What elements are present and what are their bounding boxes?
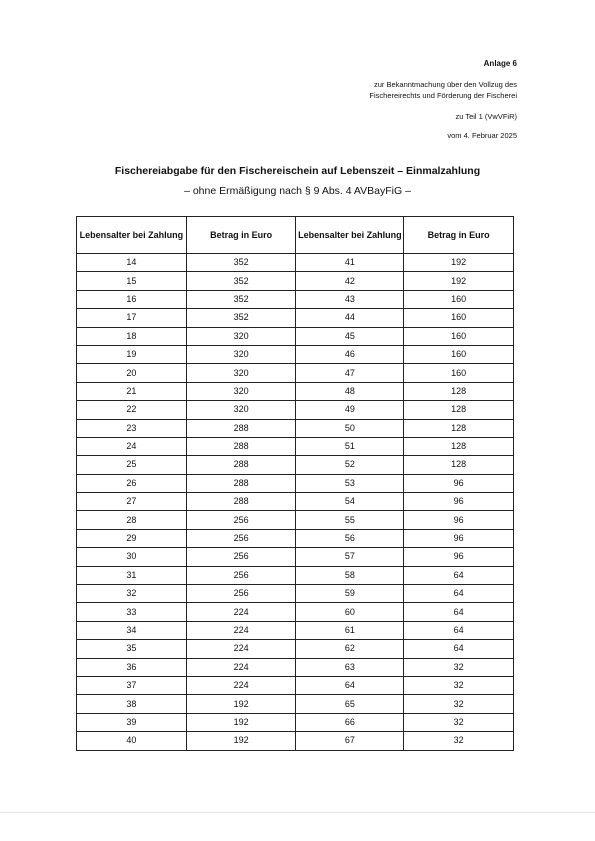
table-row xyxy=(77,272,514,290)
age-left-cell: 39 xyxy=(77,713,187,731)
age-right-cell: 60 xyxy=(296,603,404,621)
amount-left-cell: 288 xyxy=(186,456,296,474)
date-reference: vom 4. Februar 2025 xyxy=(447,131,517,140)
table-row xyxy=(77,511,514,529)
age-right-cell: 67 xyxy=(296,732,404,750)
amount-right-cell: 32 xyxy=(404,713,514,731)
table-header-row xyxy=(77,217,514,254)
table-row xyxy=(77,566,514,584)
table-row xyxy=(77,364,514,382)
amount-left-cell: 224 xyxy=(186,603,296,621)
table-row xyxy=(77,676,514,694)
table-row xyxy=(77,621,514,639)
amount-right-cell: 160 xyxy=(404,345,514,363)
age-right-cell: 50 xyxy=(296,419,404,437)
age-left-cell: 31 xyxy=(77,566,187,584)
announcement-line-1: zur Bekanntmachung über den Vollzug des xyxy=(373,80,517,89)
amount-left-cell: 320 xyxy=(186,327,296,345)
table-row xyxy=(77,327,514,345)
age-right-cell: 43 xyxy=(296,290,404,308)
age-right-cell: 59 xyxy=(296,585,404,603)
document-subtitle: – ohne Ermäßigung nach § 9 Abs. 4 AVBayFiG – xyxy=(184,185,411,197)
part-reference: zu Teil 1 (VwVFiR) xyxy=(455,112,517,121)
amount-left-cell: 352 xyxy=(186,272,296,290)
age-right-cell: 41 xyxy=(296,254,404,272)
amount-right-cell: 128 xyxy=(404,401,514,419)
age-left-cell: 17 xyxy=(77,309,187,327)
table-row xyxy=(77,437,514,455)
amount-right-cell: 160 xyxy=(404,290,514,308)
table-row xyxy=(77,695,514,713)
table-row xyxy=(77,254,514,272)
age-right-cell: 47 xyxy=(296,364,404,382)
age-left-cell: 27 xyxy=(77,493,187,511)
amount-right-cell: 64 xyxy=(404,640,514,658)
amount-left-cell: 256 xyxy=(186,511,296,529)
table-row xyxy=(77,419,514,437)
header-amount-right: Betrag in Euro xyxy=(404,217,514,254)
amount-left-cell: 256 xyxy=(186,585,296,603)
fee-table xyxy=(76,216,514,751)
amount-left-cell: 192 xyxy=(186,695,296,713)
amount-left-cell: 192 xyxy=(186,713,296,731)
age-right-cell: 51 xyxy=(296,437,404,455)
amount-right-cell: 128 xyxy=(404,456,514,474)
age-left-cell: 35 xyxy=(77,640,187,658)
table-row xyxy=(77,732,514,750)
table-row xyxy=(77,401,514,419)
table-row xyxy=(77,456,514,474)
age-left-cell: 15 xyxy=(77,272,187,290)
announcement-line-2: Fischereirechts und Förderung der Fischerei xyxy=(369,91,517,100)
age-right-cell: 46 xyxy=(296,345,404,363)
table-row xyxy=(77,640,514,658)
age-right-cell: 61 xyxy=(296,621,404,639)
age-right-cell: 57 xyxy=(296,548,404,566)
table-row xyxy=(77,603,514,621)
age-left-cell: 25 xyxy=(77,456,187,474)
age-left-cell: 37 xyxy=(77,676,187,694)
amount-left-cell: 224 xyxy=(186,658,296,676)
age-right-cell: 56 xyxy=(296,529,404,547)
amount-right-cell: 160 xyxy=(404,327,514,345)
age-right-cell: 65 xyxy=(296,695,404,713)
age-left-cell: 24 xyxy=(77,437,187,455)
age-left-cell: 32 xyxy=(77,585,187,603)
age-left-cell: 20 xyxy=(77,364,187,382)
age-right-cell: 45 xyxy=(296,327,404,345)
header-amount-left: Betrag in Euro xyxy=(186,217,296,254)
amount-right-cell: 96 xyxy=(404,511,514,529)
amount-right-cell: 32 xyxy=(404,676,514,694)
table-row xyxy=(77,474,514,492)
age-left-cell: 14 xyxy=(77,254,187,272)
amount-left-cell: 352 xyxy=(186,309,296,327)
amount-right-cell: 160 xyxy=(404,309,514,327)
amount-left-cell: 320 xyxy=(186,364,296,382)
page-bottom-line xyxy=(0,812,595,813)
amount-left-cell: 288 xyxy=(186,419,296,437)
table-row xyxy=(77,585,514,603)
amount-right-cell: 192 xyxy=(404,254,514,272)
age-right-cell: 63 xyxy=(296,658,404,676)
table-row xyxy=(77,345,514,363)
amount-right-cell: 128 xyxy=(404,437,514,455)
age-left-cell: 33 xyxy=(77,603,187,621)
amount-right-cell: 96 xyxy=(404,474,514,492)
age-left-cell: 16 xyxy=(77,290,187,308)
age-left-cell: 29 xyxy=(77,529,187,547)
age-left-cell: 40 xyxy=(77,732,187,750)
amount-right-cell: 32 xyxy=(404,695,514,713)
amount-left-cell: 288 xyxy=(186,437,296,455)
age-right-cell: 66 xyxy=(296,713,404,731)
amount-right-cell: 64 xyxy=(404,585,514,603)
age-left-cell: 28 xyxy=(77,511,187,529)
amount-right-cell: 64 xyxy=(404,603,514,621)
amount-right-cell: 192 xyxy=(404,272,514,290)
age-left-cell: 19 xyxy=(77,345,187,363)
amount-left-cell: 224 xyxy=(186,676,296,694)
table-row xyxy=(77,493,514,511)
age-right-cell: 52 xyxy=(296,456,404,474)
table-row xyxy=(77,548,514,566)
age-left-cell: 34 xyxy=(77,621,187,639)
amount-left-cell: 352 xyxy=(186,254,296,272)
table-row xyxy=(77,290,514,308)
age-right-cell: 44 xyxy=(296,309,404,327)
age-right-cell: 48 xyxy=(296,382,404,400)
age-right-cell: 55 xyxy=(296,511,404,529)
table-row xyxy=(77,382,514,400)
annex-label: Anlage 6 xyxy=(483,59,517,68)
amount-right-cell: 96 xyxy=(404,493,514,511)
document-title: Fischereiabgabe für den Fischereischein auf Lebenszeit – Einmalzahlung xyxy=(114,165,481,177)
age-left-cell: 38 xyxy=(77,695,187,713)
amount-left-cell: 352 xyxy=(186,290,296,308)
amount-right-cell: 32 xyxy=(404,658,514,676)
amount-left-cell: 288 xyxy=(186,493,296,511)
amount-left-cell: 256 xyxy=(186,529,296,547)
amount-right-cell: 160 xyxy=(404,364,514,382)
age-left-cell: 30 xyxy=(77,548,187,566)
age-right-cell: 64 xyxy=(296,676,404,694)
amount-left-cell: 256 xyxy=(186,548,296,566)
age-left-cell: 22 xyxy=(77,401,187,419)
age-right-cell: 58 xyxy=(296,566,404,584)
table-row xyxy=(77,309,514,327)
amount-right-cell: 96 xyxy=(404,529,514,547)
amount-left-cell: 192 xyxy=(186,732,296,750)
amount-right-cell: 96 xyxy=(404,548,514,566)
amount-left-cell: 224 xyxy=(186,621,296,639)
age-left-cell: 26 xyxy=(77,474,187,492)
amount-right-cell: 64 xyxy=(404,621,514,639)
age-left-cell: 18 xyxy=(77,327,187,345)
amount-left-cell: 288 xyxy=(186,474,296,492)
amount-right-cell: 64 xyxy=(404,566,514,584)
table-row xyxy=(77,529,514,547)
age-right-cell: 54 xyxy=(296,493,404,511)
age-right-cell: 42 xyxy=(296,272,404,290)
age-left-cell: 36 xyxy=(77,658,187,676)
amount-right-cell: 32 xyxy=(404,732,514,750)
amount-right-cell: 128 xyxy=(404,419,514,437)
table-row xyxy=(77,713,514,731)
age-right-cell: 62 xyxy=(296,640,404,658)
table-row xyxy=(77,658,514,676)
amount-left-cell: 320 xyxy=(186,401,296,419)
age-left-cell: 21 xyxy=(77,382,187,400)
amount-left-cell: 320 xyxy=(186,382,296,400)
amount-left-cell: 256 xyxy=(186,566,296,584)
header-age-right: Lebensalter bei Zahlung xyxy=(296,217,404,254)
fee-table-body xyxy=(77,254,514,751)
amount-left-cell: 320 xyxy=(186,345,296,363)
amount-right-cell: 128 xyxy=(404,382,514,400)
age-right-cell: 49 xyxy=(296,401,404,419)
age-right-cell: 53 xyxy=(296,474,404,492)
announcement-reference xyxy=(369,79,517,101)
amount-left-cell: 224 xyxy=(186,640,296,658)
age-left-cell: 23 xyxy=(77,419,187,437)
header-age-left: Lebensalter bei Zahlung xyxy=(77,217,187,254)
